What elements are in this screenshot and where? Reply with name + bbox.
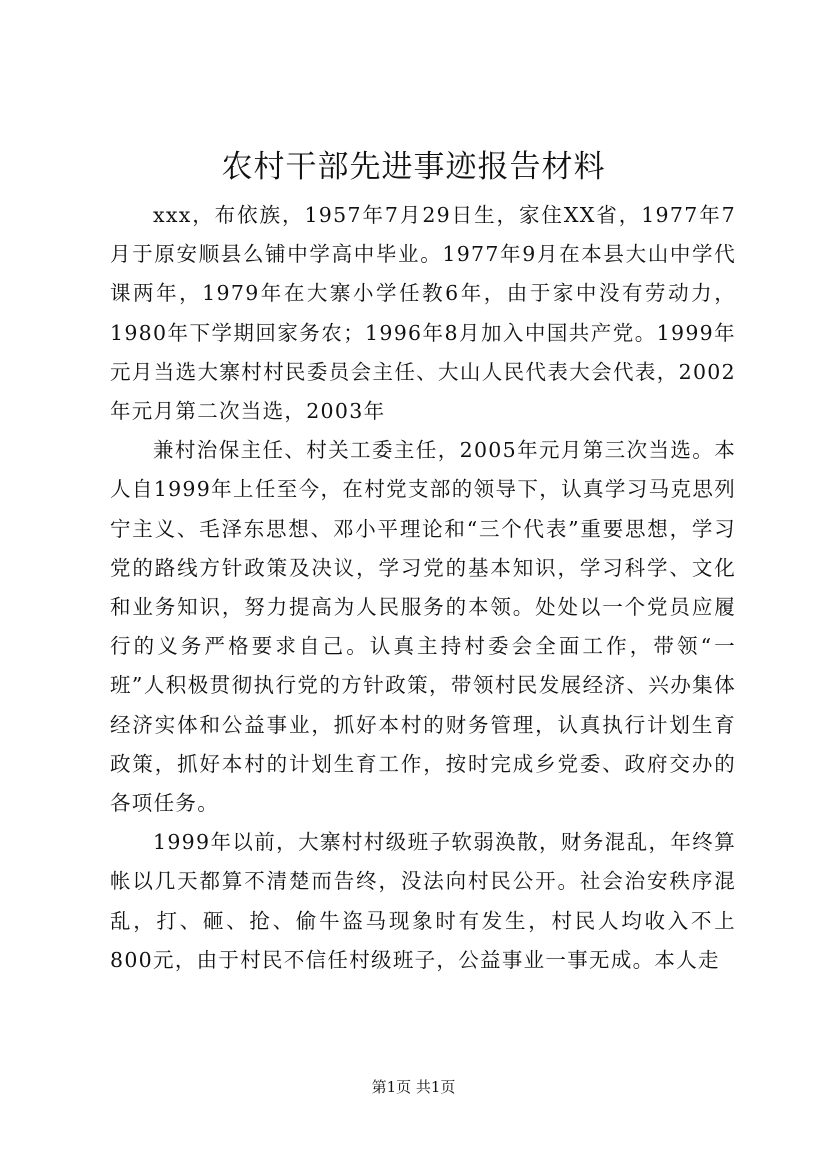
paragraph-2: 兼村治保主任、村关工委主任，2005年元月第三次当选。本人自1999年上任至今，在村党支部的领导下，认真学习马克思列宁主义、毛泽东思想、邓小平理论和“三个代表”重要思想，学习党的路线方针政策及决议，学习党的基本知识，学习科学、文化和业务知识，努力提高为人民服务的本领。处处以一个党员应履行的义务严格要求自己。认真主持村委会全面工作，带领“一班”人积极贯彻执行党的方针政策，带领村民发展经济、兴办集体经济实体和公益事业，抓好本村的财务管理，认真执行计划生育政策，抓好本村的计划生育工作，按时完成乡党委、政府交办的各项任务。: [110, 438, 736, 816]
page-footer: 第1页 共1页: [371, 1078, 456, 1096]
paragraph-1: xxx，布依族，1957年7月29日生，家住XX省，1977年7月于原安顺县么铺中学高中毕业。1977年9月在本县大山中学代课两年，1979年在大寨小学任教6年，由于家中没有劳动力，1980年下学期回家务农；1996年8月加入中国共产党。1999年元月当选大寨村村民委员会主任、大山人民代表大会代表，2002年元月第二次当选，2003年: [110, 203, 736, 424]
document-title: 农村干部先进事迹报告材料: [221, 149, 606, 185]
paragraph-3: 1999年以前，大寨村村级班子软弱涣散，财务混乱，年终算帐以几天都算不清楚而告终，没法向村民公开。社会治安秩序混乱，打、砸、抢、偷牛盗马现象时有发生，村民人均收入不上800元，由于村民不信任村级班子，公益事业一事无成。本人走: [110, 830, 736, 972]
document-body: [110, 196, 736, 980]
